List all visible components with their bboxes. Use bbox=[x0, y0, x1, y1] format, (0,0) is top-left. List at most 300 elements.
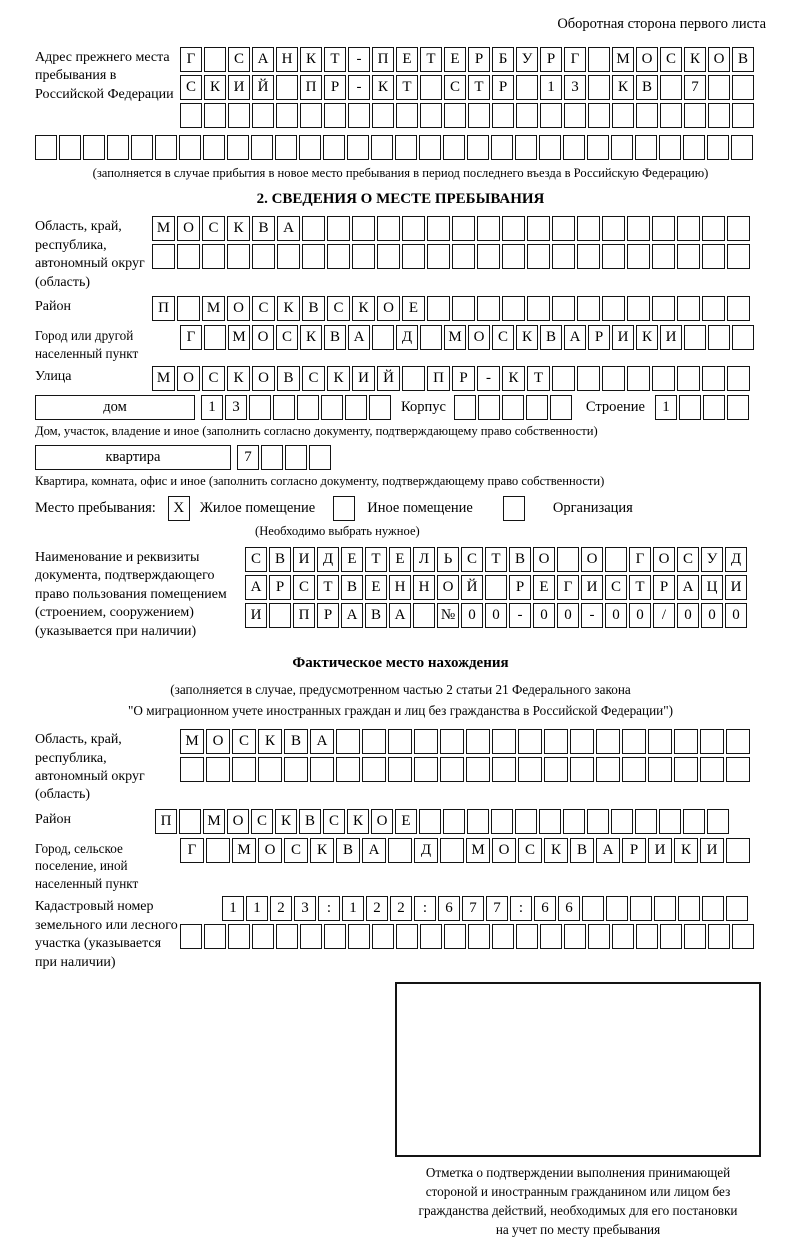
char-cell[interactable]: Г bbox=[564, 47, 586, 72]
char-cell[interactable] bbox=[452, 296, 475, 321]
char-cell[interactable]: К bbox=[258, 729, 282, 754]
char-cell[interactable] bbox=[440, 838, 464, 863]
char-cell[interactable] bbox=[564, 924, 586, 949]
char-cell[interactable] bbox=[388, 757, 412, 782]
char-cell[interactable]: П bbox=[300, 75, 322, 100]
char-cell[interactable] bbox=[348, 103, 370, 128]
char-cell[interactable]: К bbox=[636, 325, 658, 350]
char-cell[interactable] bbox=[683, 809, 705, 834]
char-cell[interactable] bbox=[636, 924, 658, 949]
char-cell[interactable]: : bbox=[414, 896, 436, 921]
char-cell[interactable] bbox=[300, 924, 322, 949]
char-cell[interactable]: Р bbox=[653, 575, 675, 600]
char-cell[interactable]: 0 bbox=[701, 603, 723, 628]
char-cell[interactable]: Р bbox=[269, 575, 291, 600]
char-cell[interactable] bbox=[652, 244, 675, 269]
char-cell[interactable] bbox=[477, 296, 500, 321]
char-cell[interactable] bbox=[684, 325, 706, 350]
char-cell[interactable] bbox=[275, 135, 297, 160]
char-cell[interactable]: А bbox=[596, 838, 620, 863]
char-cell[interactable] bbox=[302, 216, 325, 241]
char-cell[interactable]: 7 bbox=[462, 896, 484, 921]
char-cell[interactable]: 7 bbox=[486, 896, 508, 921]
char-cell[interactable]: Д bbox=[725, 547, 747, 572]
char-cell[interactable]: Д bbox=[317, 547, 339, 572]
char-cell[interactable] bbox=[276, 75, 298, 100]
char-cell[interactable]: М bbox=[180, 729, 204, 754]
char-cell[interactable] bbox=[177, 296, 200, 321]
char-cell[interactable]: 1 bbox=[540, 75, 562, 100]
char-cell[interactable] bbox=[726, 757, 750, 782]
char-cell[interactable] bbox=[427, 244, 450, 269]
char-cell[interactable]: К bbox=[277, 296, 300, 321]
char-cell[interactable]: 0 bbox=[677, 603, 699, 628]
char-cell[interactable]: 1 bbox=[655, 395, 677, 420]
char-cell[interactable]: С bbox=[276, 325, 298, 350]
char-cell[interactable] bbox=[612, 924, 634, 949]
char-cell[interactable]: К bbox=[327, 366, 350, 391]
char-cell[interactable] bbox=[732, 103, 754, 128]
char-cell[interactable]: - bbox=[509, 603, 531, 628]
char-cell[interactable] bbox=[727, 296, 750, 321]
char-cell[interactable]: О bbox=[371, 809, 393, 834]
char-cell[interactable]: Т bbox=[468, 75, 490, 100]
char-cell[interactable]: М bbox=[612, 47, 634, 72]
char-cell[interactable]: 1 bbox=[222, 896, 244, 921]
char-cell[interactable] bbox=[635, 809, 657, 834]
char-cell[interactable] bbox=[660, 103, 682, 128]
char-cell[interactable] bbox=[652, 296, 675, 321]
char-cell[interactable] bbox=[684, 103, 706, 128]
char-cell[interactable] bbox=[587, 809, 609, 834]
char-cell[interactable]: К bbox=[352, 296, 375, 321]
char-cell[interactable] bbox=[252, 103, 274, 128]
char-cell[interactable] bbox=[388, 838, 412, 863]
char-cell[interactable]: В bbox=[570, 838, 594, 863]
char-cell[interactable]: О bbox=[258, 838, 282, 863]
char-cell[interactable] bbox=[155, 135, 177, 160]
char-cell[interactable] bbox=[204, 47, 226, 72]
char-cell[interactable]: О bbox=[377, 296, 400, 321]
char-cell[interactable] bbox=[468, 924, 490, 949]
char-cell[interactable] bbox=[540, 924, 562, 949]
char-cell[interactable] bbox=[702, 244, 725, 269]
char-cell[interactable] bbox=[377, 244, 400, 269]
char-cell[interactable]: К bbox=[544, 838, 568, 863]
char-cell[interactable]: К bbox=[300, 325, 322, 350]
char-cell[interactable] bbox=[502, 296, 525, 321]
char-cell[interactable]: С bbox=[232, 729, 256, 754]
char-cell[interactable]: О bbox=[492, 838, 516, 863]
char-cell[interactable] bbox=[539, 809, 561, 834]
char-cell[interactable] bbox=[557, 547, 579, 572]
char-cell[interactable]: С bbox=[461, 547, 483, 572]
char-cell[interactable] bbox=[602, 366, 625, 391]
char-cell[interactable] bbox=[131, 135, 153, 160]
char-cell[interactable] bbox=[602, 216, 625, 241]
char-cell[interactable]: Т bbox=[420, 47, 442, 72]
char-cell[interactable] bbox=[727, 366, 750, 391]
char-cell[interactable] bbox=[659, 809, 681, 834]
char-cell[interactable]: Г bbox=[557, 575, 579, 600]
char-cell[interactable] bbox=[552, 296, 575, 321]
char-cell[interactable]: О bbox=[206, 729, 230, 754]
char-cell[interactable]: С bbox=[518, 838, 542, 863]
char-cell[interactable] bbox=[396, 103, 418, 128]
char-cell[interactable]: Р bbox=[452, 366, 475, 391]
char-cell[interactable] bbox=[372, 325, 394, 350]
char-cell[interactable] bbox=[627, 296, 650, 321]
char-cell[interactable] bbox=[277, 244, 300, 269]
char-cell[interactable] bbox=[708, 103, 730, 128]
char-cell[interactable] bbox=[707, 809, 729, 834]
char-cell[interactable] bbox=[302, 244, 325, 269]
char-cell[interactable]: 0 bbox=[461, 603, 483, 628]
char-cell[interactable] bbox=[570, 729, 594, 754]
char-cell[interactable]: О bbox=[468, 325, 490, 350]
char-cell[interactable]: Р bbox=[588, 325, 610, 350]
char-cell[interactable] bbox=[732, 75, 754, 100]
char-cell[interactable] bbox=[204, 325, 226, 350]
char-cell[interactable] bbox=[726, 729, 750, 754]
char-cell[interactable] bbox=[635, 135, 657, 160]
char-cell[interactable] bbox=[731, 135, 753, 160]
char-cell[interactable] bbox=[683, 135, 705, 160]
char-cell[interactable] bbox=[273, 395, 295, 420]
char-cell[interactable]: М bbox=[203, 809, 225, 834]
char-cell[interactable] bbox=[228, 924, 250, 949]
char-cell[interactable]: 0 bbox=[485, 603, 507, 628]
char-cell[interactable]: В bbox=[365, 603, 387, 628]
char-cell[interactable] bbox=[502, 216, 525, 241]
char-cell[interactable]: - bbox=[581, 603, 603, 628]
char-cell[interactable] bbox=[372, 103, 394, 128]
char-cell[interactable] bbox=[323, 135, 345, 160]
char-cell[interactable]: И bbox=[700, 838, 724, 863]
char-cell[interactable] bbox=[552, 366, 575, 391]
char-cell[interactable] bbox=[526, 395, 548, 420]
char-cell[interactable] bbox=[502, 395, 524, 420]
char-cell[interactable]: Т bbox=[365, 547, 387, 572]
char-cell[interactable]: 1 bbox=[342, 896, 364, 921]
char-cell[interactable] bbox=[232, 757, 256, 782]
char-cell[interactable]: С bbox=[605, 575, 627, 600]
char-cell[interactable]: Р bbox=[540, 47, 562, 72]
char-cell[interactable]: С bbox=[251, 809, 273, 834]
char-cell[interactable]: К bbox=[347, 809, 369, 834]
char-cell[interactable] bbox=[252, 924, 274, 949]
char-cell[interactable] bbox=[485, 575, 507, 600]
char-cell[interactable]: 3 bbox=[564, 75, 586, 100]
char-cell[interactable] bbox=[204, 924, 226, 949]
char-cell[interactable] bbox=[321, 395, 343, 420]
char-cell[interactable] bbox=[362, 757, 386, 782]
char-cell[interactable]: Н bbox=[276, 47, 298, 72]
char-cell[interactable]: Е bbox=[389, 547, 411, 572]
char-cell[interactable] bbox=[677, 296, 700, 321]
char-cell[interactable] bbox=[180, 924, 202, 949]
char-cell[interactable] bbox=[402, 366, 425, 391]
char-cell[interactable]: Т bbox=[485, 547, 507, 572]
char-cell[interactable]: 6 bbox=[534, 896, 556, 921]
char-cell[interactable] bbox=[443, 135, 465, 160]
char-cell[interactable]: И bbox=[293, 547, 315, 572]
char-cell[interactable] bbox=[527, 216, 550, 241]
char-cell[interactable]: О bbox=[653, 547, 675, 572]
char-cell[interactable]: М bbox=[152, 216, 175, 241]
char-cell[interactable] bbox=[492, 757, 516, 782]
char-cell[interactable]: О bbox=[636, 47, 658, 72]
char-cell[interactable]: О bbox=[437, 575, 459, 600]
char-cell[interactable] bbox=[297, 395, 319, 420]
char-cell[interactable]: К bbox=[275, 809, 297, 834]
char-cell[interactable] bbox=[611, 809, 633, 834]
char-cell[interactable] bbox=[369, 395, 391, 420]
char-cell[interactable]: - bbox=[348, 47, 370, 72]
char-cell[interactable]: Г bbox=[180, 325, 202, 350]
char-cell[interactable]: М bbox=[232, 838, 256, 863]
char-cell[interactable] bbox=[563, 809, 585, 834]
char-cell[interactable]: 0 bbox=[533, 603, 555, 628]
char-cell[interactable]: К bbox=[310, 838, 334, 863]
char-cell[interactable] bbox=[83, 135, 105, 160]
char-cell[interactable] bbox=[636, 103, 658, 128]
char-cell[interactable] bbox=[347, 135, 369, 160]
char-cell[interactable]: Г bbox=[180, 47, 202, 72]
char-cell[interactable]: И bbox=[581, 575, 603, 600]
checkbox-residential[interactable]: X bbox=[168, 496, 190, 521]
char-cell[interactable]: И bbox=[660, 325, 682, 350]
char-cell[interactable] bbox=[702, 296, 725, 321]
char-cell[interactable] bbox=[588, 924, 610, 949]
char-cell[interactable]: К bbox=[227, 366, 250, 391]
char-cell[interactable] bbox=[336, 729, 360, 754]
char-cell[interactable]: С bbox=[677, 547, 699, 572]
char-cell[interactable]: С bbox=[660, 47, 682, 72]
char-cell[interactable]: И bbox=[648, 838, 672, 863]
char-cell[interactable] bbox=[518, 729, 542, 754]
char-cell[interactable]: В bbox=[336, 838, 360, 863]
char-cell[interactable]: В bbox=[252, 216, 275, 241]
char-cell[interactable] bbox=[627, 244, 650, 269]
char-cell[interactable] bbox=[627, 216, 650, 241]
char-cell[interactable]: 6 bbox=[438, 896, 460, 921]
char-cell[interactable] bbox=[251, 135, 273, 160]
char-cell[interactable] bbox=[708, 924, 730, 949]
char-cell[interactable]: И bbox=[352, 366, 375, 391]
char-cell[interactable]: П bbox=[372, 47, 394, 72]
char-cell[interactable]: В bbox=[540, 325, 562, 350]
char-cell[interactable]: Е bbox=[402, 296, 425, 321]
char-cell[interactable] bbox=[454, 395, 476, 420]
char-cell[interactable]: В bbox=[341, 575, 363, 600]
char-cell[interactable]: 7 bbox=[237, 445, 259, 470]
char-cell[interactable]: В bbox=[732, 47, 754, 72]
char-cell[interactable]: С bbox=[180, 75, 202, 100]
char-cell[interactable]: Е bbox=[396, 47, 418, 72]
char-cell[interactable] bbox=[674, 729, 698, 754]
char-cell[interactable] bbox=[204, 103, 226, 128]
char-cell[interactable]: Т bbox=[629, 575, 651, 600]
char-cell[interactable]: В bbox=[269, 547, 291, 572]
char-cell[interactable] bbox=[402, 244, 425, 269]
char-cell[interactable]: М bbox=[228, 325, 250, 350]
char-cell[interactable]: № bbox=[437, 603, 459, 628]
char-cell[interactable]: С bbox=[284, 838, 308, 863]
char-cell[interactable] bbox=[180, 103, 202, 128]
char-cell[interactable] bbox=[596, 757, 620, 782]
char-cell[interactable] bbox=[602, 244, 625, 269]
char-cell[interactable] bbox=[527, 244, 550, 269]
char-cell[interactable] bbox=[702, 896, 724, 921]
char-cell[interactable] bbox=[362, 729, 386, 754]
char-cell[interactable]: В bbox=[324, 325, 346, 350]
char-cell[interactable] bbox=[206, 757, 230, 782]
char-cell[interactable]: 3 bbox=[225, 395, 247, 420]
char-cell[interactable] bbox=[491, 135, 513, 160]
char-cell[interactable] bbox=[452, 244, 475, 269]
char-cell[interactable] bbox=[440, 729, 464, 754]
char-cell[interactable] bbox=[502, 244, 525, 269]
char-cell[interactable] bbox=[477, 244, 500, 269]
char-cell[interactable] bbox=[269, 603, 291, 628]
char-cell[interactable] bbox=[420, 325, 442, 350]
char-cell[interactable]: А bbox=[310, 729, 334, 754]
char-cell[interactable]: С bbox=[492, 325, 514, 350]
char-cell[interactable]: М bbox=[466, 838, 490, 863]
char-cell[interactable] bbox=[276, 103, 298, 128]
char-cell[interactable]: П bbox=[427, 366, 450, 391]
char-cell[interactable]: / bbox=[653, 603, 675, 628]
char-cell[interactable]: В bbox=[299, 809, 321, 834]
char-cell[interactable]: К bbox=[372, 75, 394, 100]
char-cell[interactable] bbox=[388, 729, 412, 754]
char-cell[interactable] bbox=[612, 103, 634, 128]
char-cell[interactable]: В bbox=[277, 366, 300, 391]
char-cell[interactable]: А bbox=[362, 838, 386, 863]
char-cell[interactable] bbox=[348, 924, 370, 949]
char-cell[interactable]: С bbox=[245, 547, 267, 572]
char-cell[interactable] bbox=[707, 135, 729, 160]
char-cell[interactable] bbox=[611, 135, 633, 160]
char-cell[interactable] bbox=[402, 216, 425, 241]
char-cell[interactable] bbox=[444, 924, 466, 949]
char-cell[interactable] bbox=[327, 244, 350, 269]
char-cell[interactable]: : bbox=[510, 896, 532, 921]
char-cell[interactable]: А bbox=[677, 575, 699, 600]
char-cell[interactable] bbox=[413, 603, 435, 628]
char-cell[interactable]: Р bbox=[324, 75, 346, 100]
char-cell[interactable] bbox=[516, 924, 538, 949]
char-cell[interactable] bbox=[577, 366, 600, 391]
char-cell[interactable]: Р bbox=[492, 75, 514, 100]
char-cell[interactable] bbox=[516, 75, 538, 100]
char-cell[interactable] bbox=[324, 924, 346, 949]
char-cell[interactable] bbox=[227, 244, 250, 269]
char-cell[interactable] bbox=[492, 729, 516, 754]
char-cell[interactable] bbox=[588, 75, 610, 100]
char-cell[interactable] bbox=[228, 103, 250, 128]
char-cell[interactable] bbox=[515, 135, 537, 160]
char-cell[interactable]: К bbox=[684, 47, 706, 72]
char-cell[interactable] bbox=[654, 896, 676, 921]
char-cell[interactable]: 1 bbox=[201, 395, 223, 420]
char-cell[interactable] bbox=[203, 135, 225, 160]
char-cell[interactable] bbox=[299, 135, 321, 160]
char-cell[interactable]: М bbox=[202, 296, 225, 321]
char-cell[interactable] bbox=[516, 103, 538, 128]
char-cell[interactable] bbox=[677, 366, 700, 391]
char-cell[interactable]: Т bbox=[396, 75, 418, 100]
char-cell[interactable] bbox=[179, 135, 201, 160]
char-cell[interactable] bbox=[300, 103, 322, 128]
char-cell[interactable]: В bbox=[302, 296, 325, 321]
char-cell[interactable]: 7 bbox=[684, 75, 706, 100]
char-cell[interactable] bbox=[336, 757, 360, 782]
kvartira-type-box[interactable]: квартира bbox=[35, 445, 231, 470]
char-cell[interactable] bbox=[596, 729, 620, 754]
char-cell[interactable] bbox=[648, 729, 672, 754]
char-cell[interactable] bbox=[492, 103, 514, 128]
char-cell[interactable] bbox=[564, 103, 586, 128]
char-cell[interactable]: Г bbox=[180, 838, 204, 863]
char-cell[interactable]: Е bbox=[444, 47, 466, 72]
char-cell[interactable]: О bbox=[177, 366, 200, 391]
char-cell[interactable]: Т bbox=[527, 366, 550, 391]
char-cell[interactable] bbox=[570, 757, 594, 782]
char-cell[interactable]: Р bbox=[468, 47, 490, 72]
char-cell[interactable] bbox=[352, 216, 375, 241]
char-cell[interactable] bbox=[377, 216, 400, 241]
char-cell[interactable]: О bbox=[708, 47, 730, 72]
char-cell[interactable] bbox=[652, 366, 675, 391]
char-cell[interactable] bbox=[703, 395, 725, 420]
char-cell[interactable] bbox=[726, 896, 748, 921]
char-cell[interactable]: Е bbox=[365, 575, 387, 600]
char-cell[interactable] bbox=[622, 729, 646, 754]
char-cell[interactable] bbox=[727, 244, 750, 269]
char-cell[interactable] bbox=[420, 103, 442, 128]
char-cell[interactable] bbox=[648, 757, 672, 782]
char-cell[interactable] bbox=[443, 809, 465, 834]
char-cell[interactable]: П bbox=[293, 603, 315, 628]
char-cell[interactable] bbox=[352, 244, 375, 269]
char-cell[interactable] bbox=[678, 896, 700, 921]
char-cell[interactable] bbox=[468, 103, 490, 128]
char-cell[interactable]: В bbox=[284, 729, 308, 754]
char-cell[interactable] bbox=[539, 135, 561, 160]
char-cell[interactable] bbox=[515, 809, 537, 834]
char-cell[interactable] bbox=[491, 809, 513, 834]
char-cell[interactable]: Т bbox=[317, 575, 339, 600]
char-cell[interactable] bbox=[577, 244, 600, 269]
char-cell[interactable] bbox=[630, 896, 652, 921]
char-cell[interactable]: Ц bbox=[701, 575, 723, 600]
char-cell[interactable] bbox=[660, 75, 682, 100]
char-cell[interactable]: И bbox=[612, 325, 634, 350]
char-cell[interactable] bbox=[477, 216, 500, 241]
char-cell[interactable]: : bbox=[318, 896, 340, 921]
char-cell[interactable] bbox=[177, 244, 200, 269]
char-cell[interactable] bbox=[395, 135, 417, 160]
char-cell[interactable] bbox=[249, 395, 271, 420]
char-cell[interactable] bbox=[708, 75, 730, 100]
char-cell[interactable] bbox=[679, 395, 701, 420]
char-cell[interactable]: 2 bbox=[270, 896, 292, 921]
char-cell[interactable]: Е bbox=[341, 547, 363, 572]
char-cell[interactable] bbox=[726, 838, 750, 863]
char-cell[interactable] bbox=[684, 924, 706, 949]
